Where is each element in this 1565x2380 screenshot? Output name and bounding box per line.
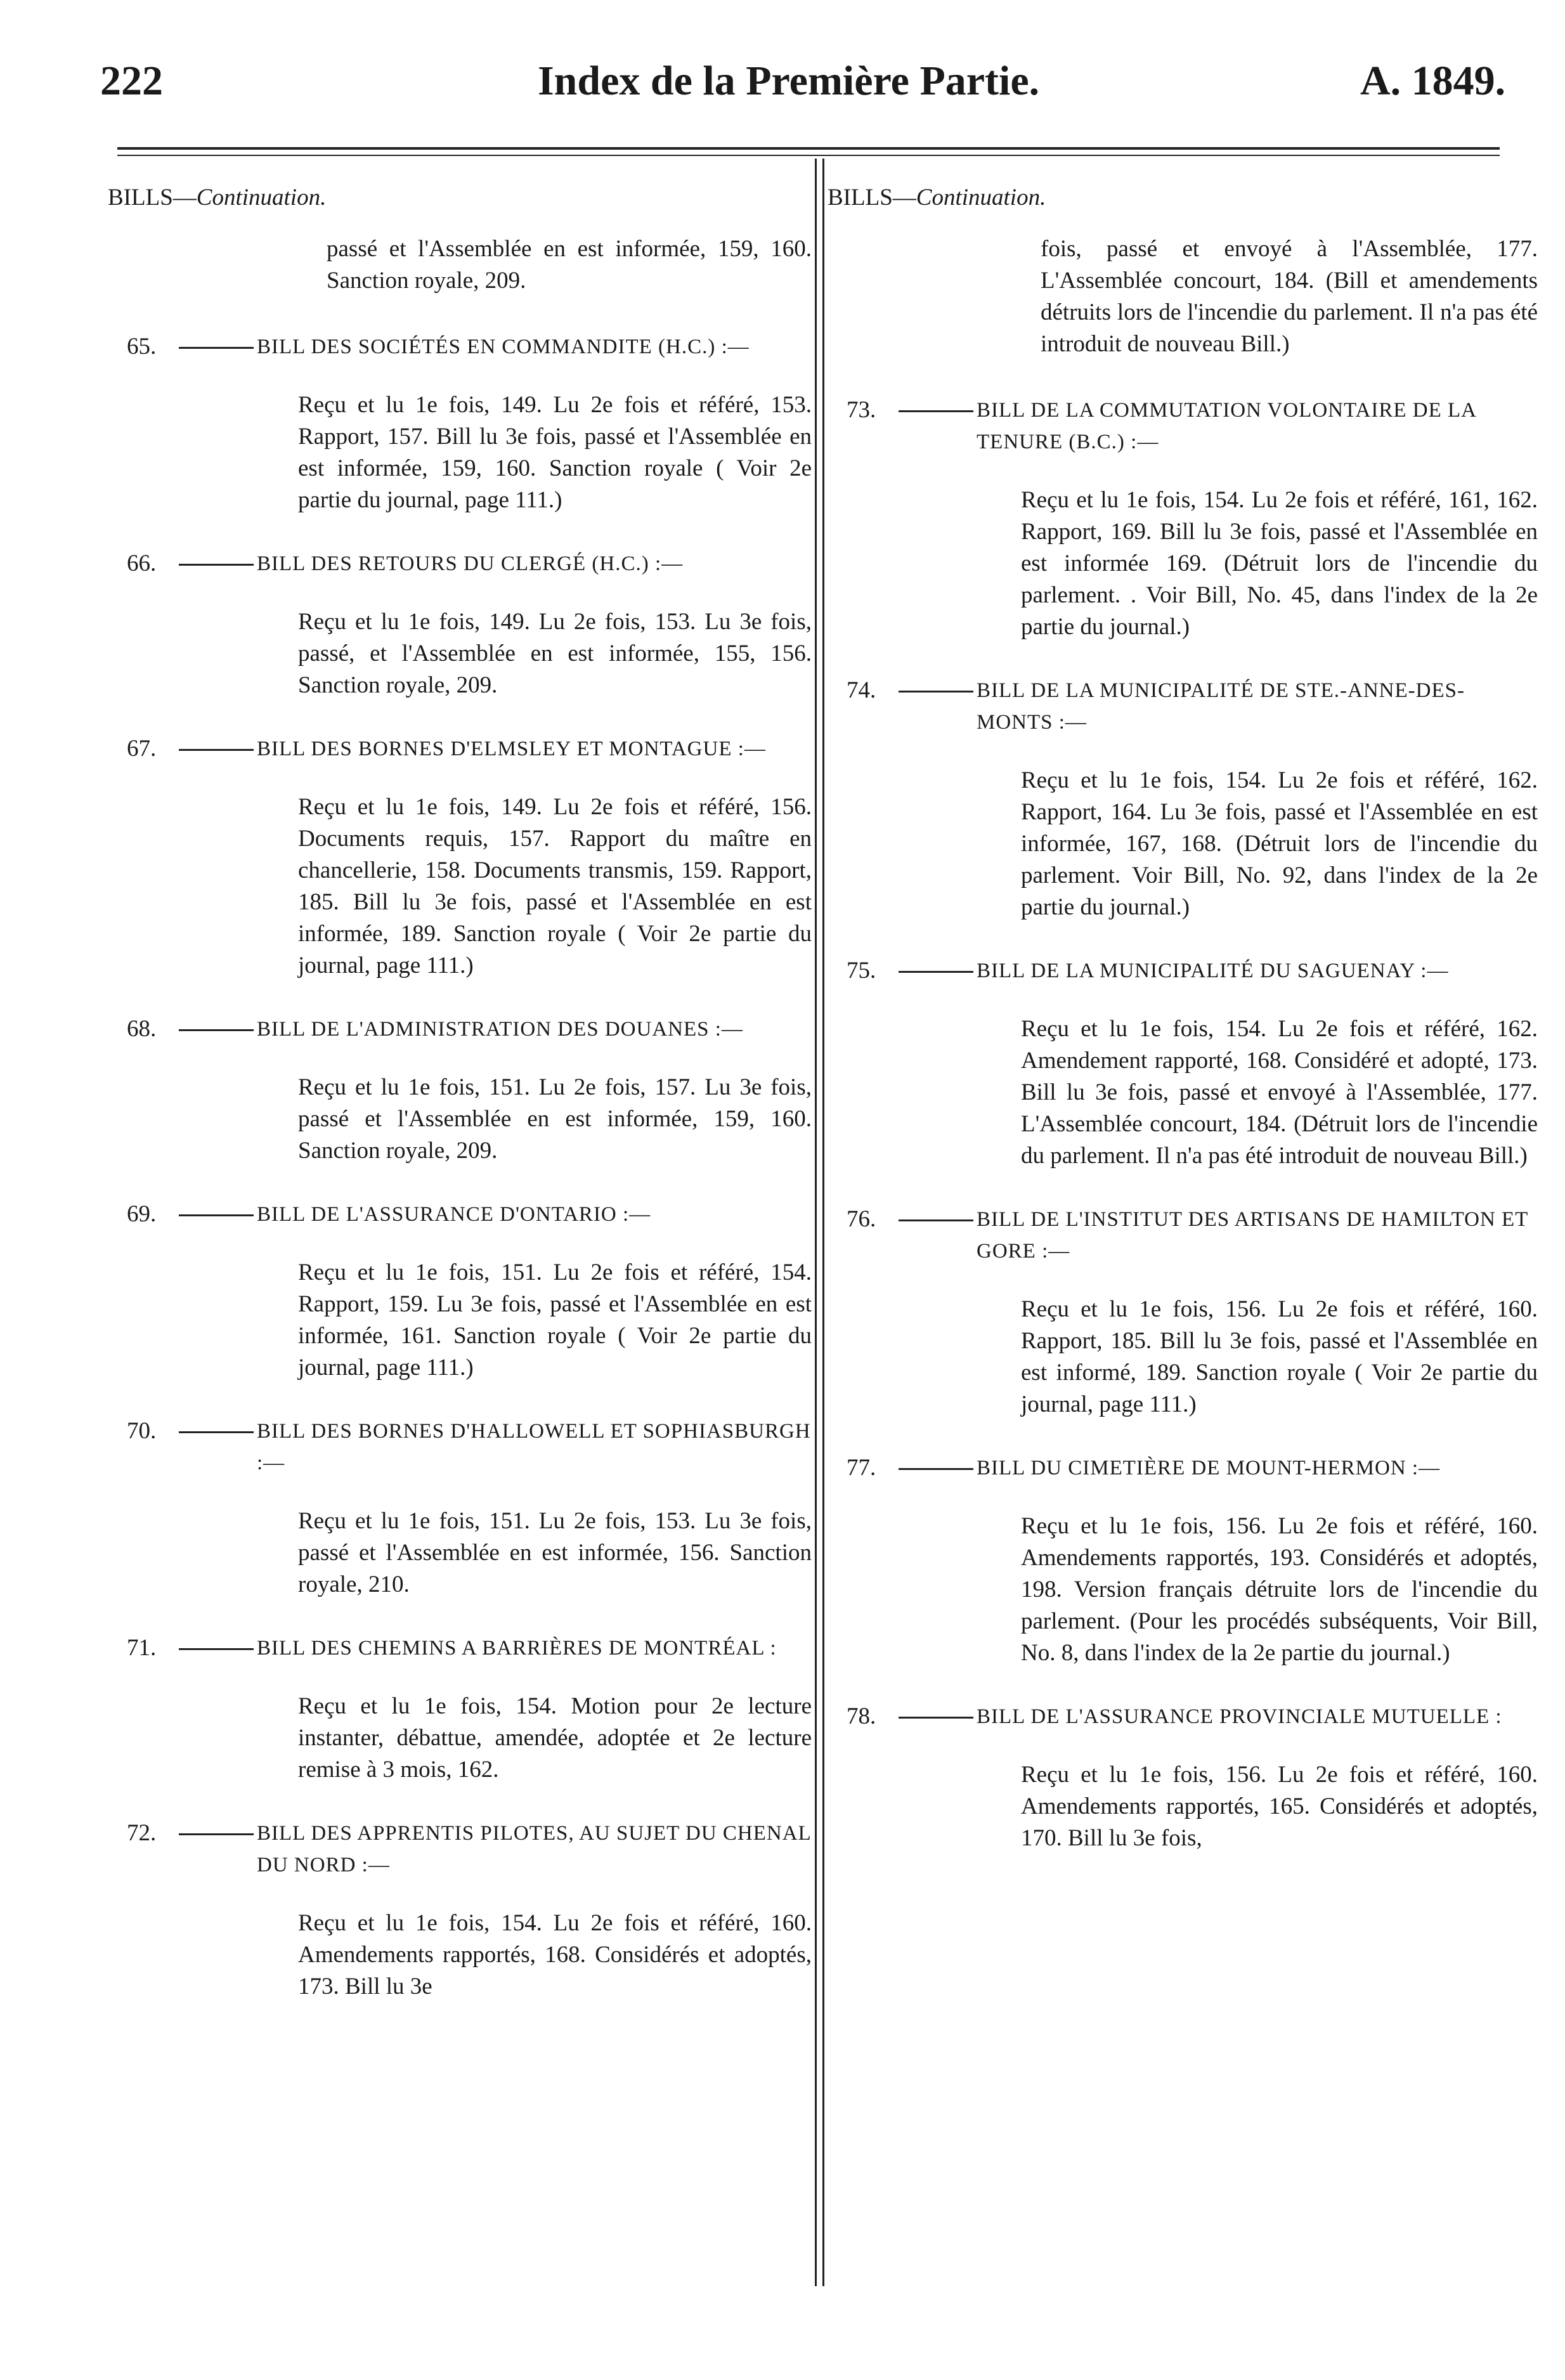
- entry-heading: [108, 1199, 812, 1230]
- entry-number: 68.: [127, 1016, 157, 1043]
- entry-text: Reçu et lu 1e fois, 149. Lu 2e fois et référé, 153. Rapport, 157. Bill lu 3e fois, passé et l'Assemblée en est informée, 159, 160. Sanction royale ( Voir 2e partie du journal, page 111.): [298, 392, 812, 514]
- header-rule-thin: [117, 155, 1500, 156]
- continued-text: passé et l'Assemblée en est informée, 159, 160. Sanction royale, 209.: [327, 236, 812, 294]
- entry-heading: [828, 1701, 1538, 1733]
- entry-number: 78.: [847, 1703, 876, 1730]
- entry-dash: [179, 1833, 254, 1835]
- entry-title: BILL DE LA MUNICIPALITÉ DU SAGUENAY :—: [977, 959, 1449, 983]
- entry-heading: [828, 955, 1538, 987]
- entry-number: 66.: [127, 550, 157, 577]
- entry-heading: [108, 548, 812, 580]
- entry-dash: [179, 347, 254, 349]
- bill-entry: [108, 1632, 812, 1786]
- entry-heading: [828, 1452, 1538, 1484]
- entry-title: BILL DES APPRENTIS PILOTES, AU SUJET DU CHENAL DU NORD :—: [257, 1822, 811, 1877]
- entry-title: BILL DE L'INSTITUT DES ARTISANS DE HAMILTON ET GORE :—: [977, 1208, 1528, 1263]
- bill-entry: [828, 1701, 1538, 1854]
- continued-text: fois, passé et envoyé à l'Assemblée, 177. L'Assemblée concourt, 184. (Bill et amendements détruits lors de l'incendie du parlement. Il n'a pas été introduit de nouveau Bill.): [1041, 236, 1538, 358]
- entry-dash: [179, 1648, 254, 1650]
- bill-entry: [108, 733, 812, 982]
- entry-number: 67.: [127, 736, 157, 762]
- entry-title: BILL DE LA MUNICIPALITÉ DE STE.-ANNE-DES-MONTS :—: [977, 679, 1465, 734]
- column-divider-left: [815, 159, 817, 2286]
- page-title: Index de la Première Partie.: [538, 58, 1040, 104]
- entry-dash: [179, 749, 254, 751]
- right-column: [828, 184, 1538, 1886]
- left-column: [108, 184, 812, 2034]
- bill-entry: [828, 1452, 1538, 1669]
- entry-dash: [179, 1431, 254, 1433]
- bill-entry: [108, 331, 812, 516]
- entry-heading: [108, 1415, 812, 1479]
- entry-number: 77.: [847, 1455, 876, 1481]
- bill-entry: [828, 955, 1538, 1172]
- entry-text: Reçu et lu 1e fois, 151. Lu 2e fois et référé, 154. Rapport, 159. Lu 3e fois, passé et l'Assemblée en est informée, 161. Sanction royale ( Voir 2e partie du journal, page 111.): [298, 1259, 812, 1381]
- entry-dash: [899, 971, 973, 973]
- continuation-italic: Continuation.: [196, 185, 327, 211]
- entry-heading: [108, 331, 812, 363]
- entry-heading: [828, 675, 1538, 738]
- entry-dash: [899, 1717, 973, 1719]
- page-year: A. 1849.: [1360, 58, 1506, 104]
- continuation-italic: Continuation.: [916, 185, 1046, 211]
- entry-heading: [108, 1818, 812, 1881]
- entry-title: BILL DES RETOURS DU CLERGÉ (H.C.) :—: [257, 552, 684, 576]
- entry-number: 70.: [127, 1418, 157, 1445]
- entry-number: 75.: [847, 958, 876, 984]
- column-divider-right: [822, 159, 824, 2286]
- entry-heading: [108, 1013, 812, 1045]
- entry-dash: [179, 1214, 254, 1216]
- entry-heading: [828, 394, 1538, 458]
- entry-dash: [179, 1029, 254, 1031]
- continuation-label: BILLS—: [108, 185, 197, 211]
- header-rule-thick: [117, 147, 1500, 150]
- bill-entry: [108, 1199, 812, 1384]
- continuation-heading: [108, 184, 812, 212]
- entry-heading: [828, 1204, 1538, 1267]
- continuation-label: BILLS—: [828, 185, 916, 211]
- entry-text: Reçu et lu 1e fois, 154. Motion pour 2e lecture instanter, débattue, amendée, adoptée et 2e lecture remise à 3 mois, 162.: [298, 1693, 812, 1783]
- entry-title: BILL DE L'ASSURANCE D'ONTARIO :—: [257, 1203, 651, 1226]
- bill-entry: [828, 394, 1538, 643]
- entry-number: 73.: [847, 397, 876, 424]
- entry-heading: [108, 733, 812, 765]
- entry-text: Reçu et lu 1e fois, 156. Lu 2e fois et référé, 160. Amendements rapportés, 165. Considérés et adoptés, 170. Bill lu 3e fois,: [1021, 1762, 1538, 1852]
- bill-entry: [108, 1013, 812, 1167]
- entry-dash: [899, 1468, 973, 1470]
- entry-title: BILL DES BORNES D'HALLOWELL ET SOPHIASBURGH :—: [257, 1420, 811, 1475]
- entry-number: 76.: [847, 1206, 876, 1233]
- entry-dash: [179, 564, 254, 566]
- entry-number: 72.: [127, 1820, 157, 1847]
- page-number: 222: [100, 58, 163, 104]
- entry-number: 69.: [127, 1201, 157, 1228]
- entry-number: 74.: [847, 677, 876, 704]
- entry-title: BILL DES BORNES D'ELMSLEY ET MONTAGUE :—: [257, 738, 766, 761]
- entry-title: BILL DES CHEMINS A BARRIÈRES DE MONTRÉAL :: [257, 1637, 777, 1660]
- entry-text: Reçu et lu 1e fois, 154. Lu 2e fois et référé, 162. Amendement rapporté, 168. Considéré et adopté, 173. Bill lu 3e fois, passé et envoyé à l'Assemblée, 177. L'Assemblée concourt, 184. (Détruit lors de l'incendie du parlement. Il n'a pas été introduit de nouveau Bill.): [1021, 1016, 1538, 1169]
- entry-text: Reçu et lu 1e fois, 151. Lu 2e fois, 153. Lu 3e fois, passé et l'Assemblée en est informée, 156. Sanction royale, 210.: [298, 1508, 812, 1598]
- entry-text: Reçu et lu 1e fois, 156. Lu 2e fois et référé, 160. Rapport, 185. Bill lu 3e fois, passé et l'Assemblée en est informé, 189. Sanction royale ( Voir 2e partie du journal, page 111.): [1021, 1296, 1538, 1418]
- entry-dash: [899, 410, 973, 412]
- entry-text: Reçu et lu 1e fois, 149. Lu 2e fois, 153. Lu 3e fois, passé, et l'Assemblée en est informée, 155, 156. Sanction royale, 209.: [298, 609, 812, 699]
- entry-title: BILL DE LA COMMUTATION VOLONTAIRE DE LA TENURE (B.C.) :—: [977, 399, 1476, 454]
- entry-text: Reçu et lu 1e fois, 156. Lu 2e fois et référé, 160. Amendements rapportés, 193. Considérés et adoptés, 198. Version français détruite lors de l'incendie du parlement. (Pour les procédés subséquents, Voir Bill, No. 8, dans l'index de la 2e partie du journal.): [1021, 1513, 1538, 1667]
- entry-dash: [899, 1219, 973, 1221]
- entry-list: [108, 331, 812, 2003]
- entry-list: [828, 394, 1538, 1854]
- entry-text: Reçu et lu 1e fois, 151. Lu 2e fois, 157. Lu 3e fois, passé et l'Assemblée en est informée, 159, 160. Sanction royale, 209.: [298, 1074, 812, 1164]
- entry-title: BILL DE L'ASSURANCE PROVINCIALE MUTUELLE :: [977, 1705, 1502, 1729]
- bill-entry: [828, 675, 1538, 923]
- bill-entry: [108, 1818, 812, 2003]
- entry-text: Reçu et lu 1e fois, 154. Lu 2e fois et référé, 161, 162. Rapport, 169. Bill lu 3e fois, passé et l'Assemblée en est informée 169. (Détruit lors de l'incendie du parlement. . Voir Bill, No. 45, dans l'index de la 2e partie du journal.): [1021, 487, 1538, 641]
- entry-title: BILL DE L'ADMINISTRATION DES DOUANES :—: [257, 1018, 743, 1041]
- entry-heading: [108, 1632, 812, 1664]
- entry-dash: [899, 691, 973, 693]
- entry-text: Reçu et lu 1e fois, 149. Lu 2e fois et référé, 156. Documents requis, 157. Rapport du maître en chancellerie, 158. Documents transmis, 159. Rapport, 185. Bill lu 3e fois, passé et l'Assemblée en est informée, 189. Sanction royale ( Voir 2e partie du journal, page 111.): [298, 794, 812, 979]
- entry-number: 71.: [127, 1635, 157, 1661]
- continuation-heading: [828, 184, 1538, 212]
- entry-number: 65.: [127, 334, 157, 360]
- bill-entry: [108, 548, 812, 701]
- entry-title: BILL DU CIMETIÈRE DE MOUNT-HERMON :—: [977, 1457, 1441, 1480]
- entry-title: BILL DES SOCIÉTÉS EN COMMANDITE (H.C.) :—: [257, 335, 750, 359]
- bill-entry: [828, 1204, 1538, 1421]
- entry-text: Reçu et lu 1e fois, 154. Lu 2e fois et référé, 160. Amendements rapportés, 168. Considérés et adoptés, 173. Bill lu 3e: [298, 1910, 812, 2000]
- bill-entry: [108, 1415, 812, 1601]
- entry-text: Reçu et lu 1e fois, 154. Lu 2e fois et référé, 162. Rapport, 164. Lu 3e fois, passé et l'Assemblée en est informée, 167, 168. (Détruit lors de l'incendie du parlement. Voir Bill, No. 92, dans l'index de la 2e partie du journal.): [1021, 767, 1538, 921]
